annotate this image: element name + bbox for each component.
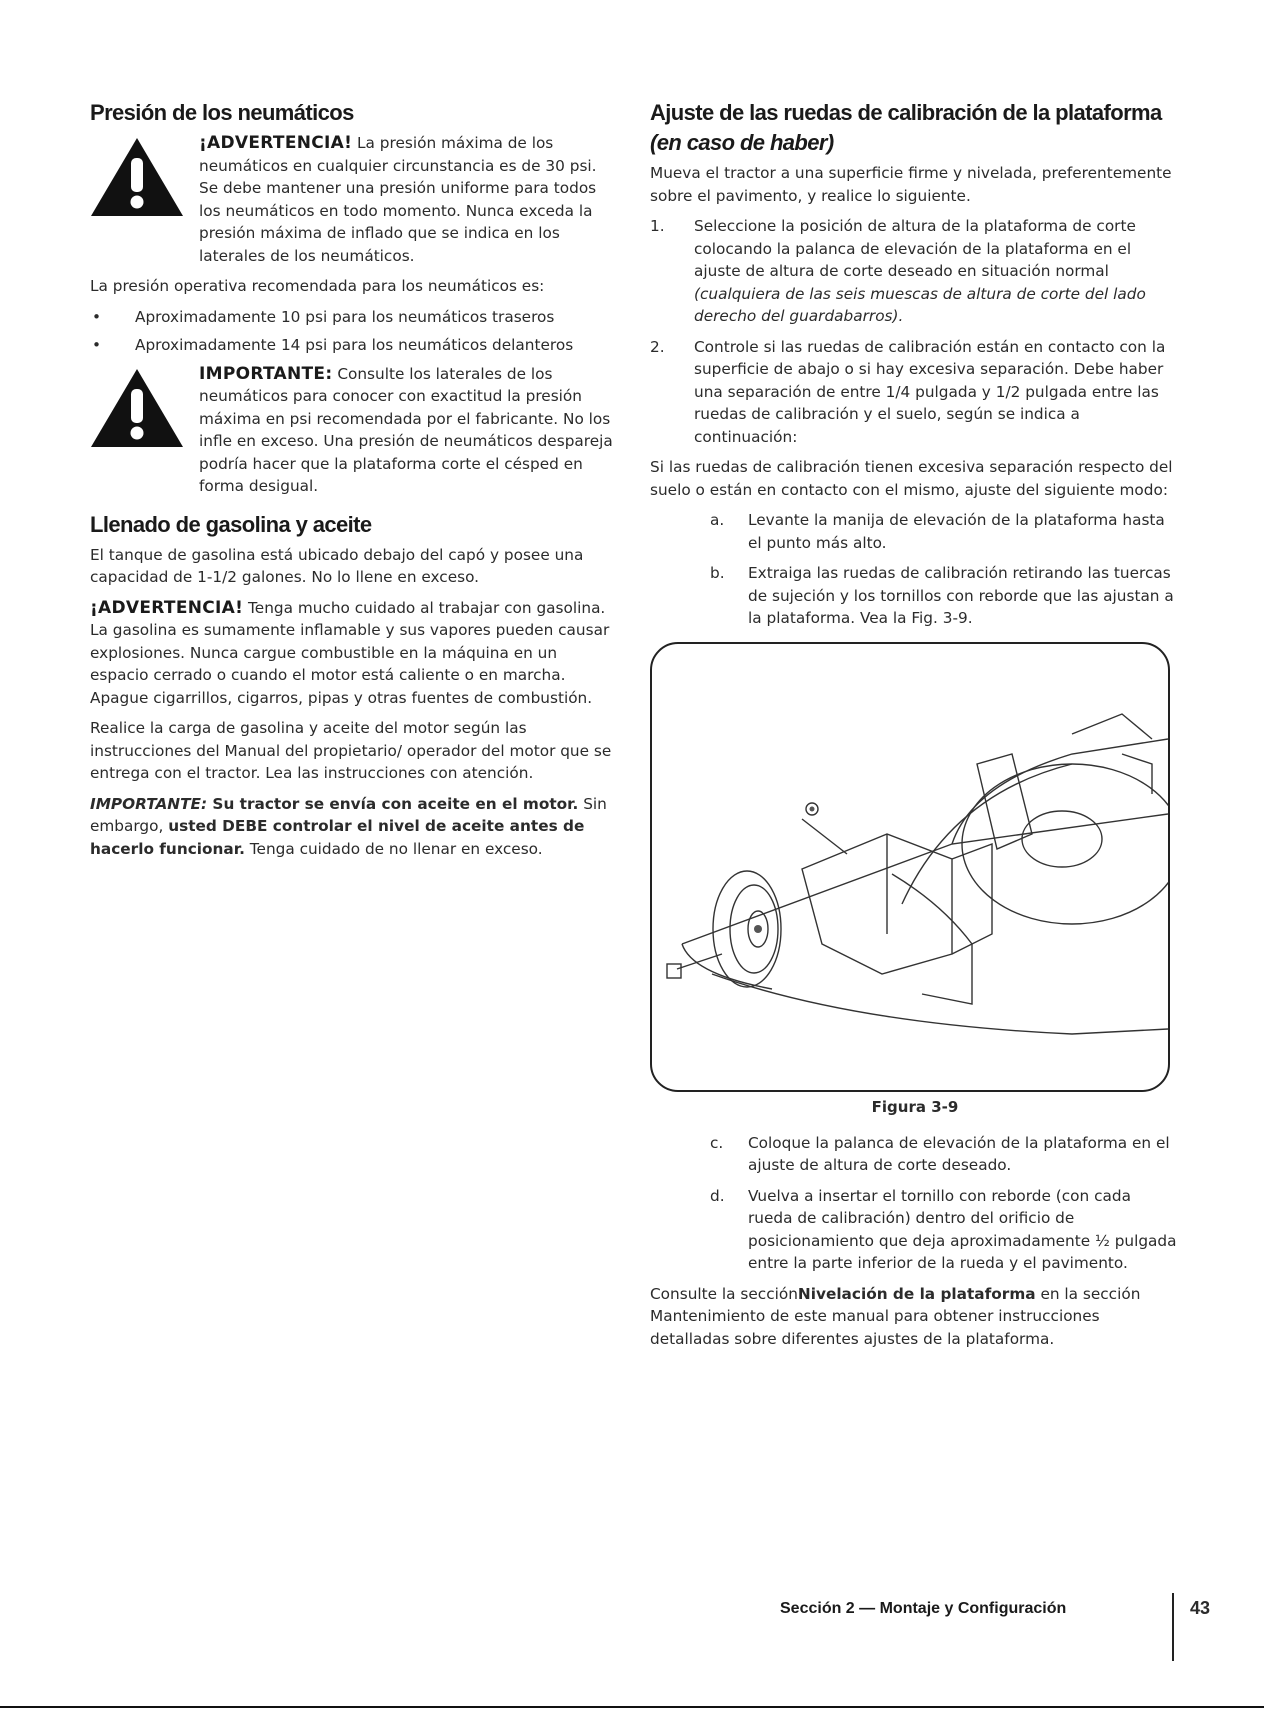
- figure-caption: Figura 3-9: [871, 1097, 959, 1116]
- closing-paragraph: [650, 1283, 1180, 1351]
- list-item: [90, 306, 615, 329]
- right-column: [650, 100, 1180, 1358]
- fuel-paragraph-1: El tanque de gasolina está ubicado debajo del capó y posee una capacidad de 1-1/2 galones. No lo llene en exceso.: [90, 545, 584, 586]
- left-column: [90, 100, 615, 868]
- gauge-wheel-heading: Ajuste de las ruedas de calibración de la plataforma: [650, 100, 1162, 125]
- step-letter: c.: [710, 1133, 724, 1152]
- bullet-icon: •: [92, 336, 102, 354]
- fuel-important-plain-1: Sin embargo,: [90, 794, 607, 835]
- important-lead: IMPORTANTE:: [199, 363, 333, 384]
- fuel-heading: Llenado de gasolina y aceite: [90, 511, 372, 537]
- warning-lead: ¡ADVERTENCIA!: [199, 133, 353, 153]
- warning-triangle-icon: [90, 132, 185, 267]
- closing-post: en la sección Mantenimiento de este manual para obtener instrucciones detalladas sobre diferentes ajustes de la plataforma.: [650, 1284, 1141, 1348]
- page-bottom-rule: [0, 1706, 1264, 1708]
- step-letter: d.: [710, 1186, 725, 1205]
- gauge-intro: Mueva el tractor a una superficie firme y nivelada, preferentemente sobre el pavimento, y realice lo siguiente.: [650, 164, 1172, 205]
- step-body: Levante la manija de elevación de la plataforma hasta el punto más alto.: [748, 511, 1165, 552]
- fuel-important-bold-1: Su tractor se envía con aceite en el motor.: [207, 794, 579, 813]
- step-body: Extraiga las ruedas de calibración retirando las tuercas de sujeción y los tornillos con reborde que las ajustan a la plataforma. Vea la Fig. 3-9.: [748, 564, 1174, 627]
- fuel-warning-body: Tenga mucho cuidado al trabajar con gasolina. La gasolina es sumamente inflamable y sus vapores pueden causar explosiones. Nunca cargue combustible en la máquina en un espacio cerrado o cuando el motor está caliente o en marcha. Apague cigarrillos, cigarros, pipas y otras fuentes de combustión.: [90, 598, 610, 707]
- step-d: [710, 1185, 1180, 1275]
- closing-pre: Consulte la sección: [650, 1284, 798, 1303]
- tire-important-text: [199, 363, 615, 498]
- important-body: Consulte los laterales de los neumáticos para conocer con exactitud la presión máxima en psi recomendada por el fabricante. No los infle en exceso. Una presión de neumáticos despareja podría hacer que la plataforma corte el césped en forma desigual.: [199, 364, 613, 495]
- fuel-important-lead: IMPORTANTE:: [90, 794, 208, 813]
- step-number: 2.: [650, 337, 665, 356]
- step-number: 1.: [650, 217, 665, 235]
- step-note: (cualquiera de las seis muescas de altura de corte del lado derecho del guardabarros).: [694, 284, 1146, 325]
- step-letter: a.: [710, 511, 725, 529]
- step-b: [710, 562, 1180, 630]
- tire-warning-block: [90, 132, 615, 267]
- pressure-list: [90, 306, 615, 357]
- bullet-icon: •: [92, 307, 102, 326]
- step-body: Vuelva a insertar el tornillo con reborde (con cada rueda de calibración) dentro del orificio de posicionamiento que deja aproximadamente ½ pulgada entre la parte inferior de la rueda y el pavimento.: [748, 1186, 1177, 1272]
- step-body: [694, 215, 1180, 328]
- step-letter: b.: [710, 564, 725, 582]
- step-2: [650, 336, 1180, 449]
- warning-triangle-icon: [90, 363, 185, 498]
- fuel-warning: [90, 597, 615, 710]
- fuel-important: [90, 793, 615, 861]
- footer-divider: [1172, 1593, 1174, 1661]
- closing-bold: Nivelación de la plataforma: [797, 1284, 1036, 1303]
- list-item-text: Aproximadamente 14 psi para los neumáticos delanteros: [135, 336, 574, 354]
- fuel-paragraph-2: Realice la carga de gasolina y aceite del motor según las instrucciones del Manual del propietario/ operador del motor que se entrega con el tractor. Lea las instrucciones con atención.: [90, 719, 612, 782]
- section-footer: Sección 2 — Montaje y Configuración: [780, 1600, 1067, 1617]
- page-number: 43: [1190, 1598, 1211, 1618]
- step-1: [650, 215, 1180, 328]
- step-c: [710, 1132, 1180, 1177]
- tire-important-block: [90, 363, 615, 498]
- deck-gauge-wheel-illustration: [652, 644, 1168, 1090]
- step-body: Controle si las ruedas de calibración están en contacto con la superficie de abajo o si hay excesiva separación. Debe haber una separación de entre 1/4 pulgada y 1/2 pulgada entre las ruedas de calibración y el suelo, según se indica a continuación:: [694, 337, 1166, 446]
- step-text: Seleccione la posición de altura de la plataforma de corte colocando la palanca de elevación de la plataforma en el ajuste de altura de corte deseado en situación normal: [694, 217, 1136, 280]
- tire-pressure-heading: Presión de los neumáticos: [90, 100, 354, 125]
- step-a: [710, 509, 1180, 554]
- list-item: [90, 334, 615, 357]
- fuel-important-plain-2: Tenga cuidado de no llenar en exceso.: [244, 839, 543, 858]
- list-item-text: Aproximadamente 10 psi para los neumáticos traseros: [135, 307, 555, 326]
- fuel-important-bold-2: usted DEBE controlar el nivel de aceite antes de hacerlo funcionar.: [90, 817, 585, 858]
- warning-body: La presión máxima de los neumáticos en cualquier circunstancia es de 30 psi. Se debe mantener una presión uniforme para todos los neumáticos en todo momento. Nunca exceda la presión máxima de inflado que se indica en los laterales de los neumáticos.: [199, 134, 597, 265]
- step-body: Coloque la palanca de elevación de la plataforma en el ajuste de altura de corte deseado.: [748, 1133, 1170, 1174]
- fuel-warning-lead: ¡ADVERTENCIA!: [90, 597, 244, 618]
- adjust-intro: Si las ruedas de calibración tienen excesiva separación respecto del suelo o están en contacto con el mismo, ajuste del siguiente modo:: [650, 458, 1173, 499]
- recommended-pressure-intro: La presión operativa recomendada para los neumáticos es:: [90, 277, 545, 295]
- figure-3-9-frame: [650, 642, 1170, 1092]
- tire-warning-text: [199, 132, 615, 267]
- gauge-wheel-subheading: (en caso de haber): [650, 130, 834, 155]
